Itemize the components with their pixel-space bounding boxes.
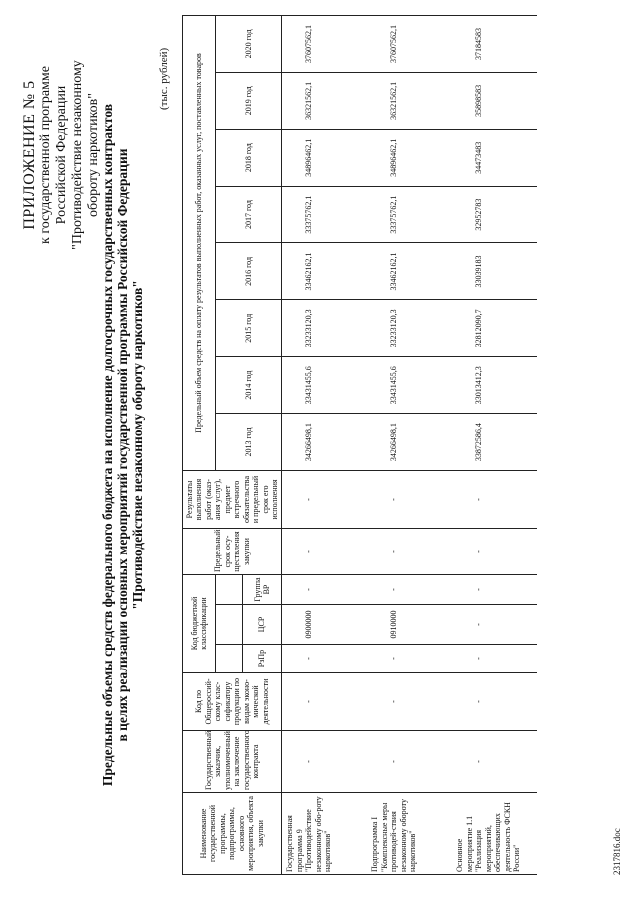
row-name: Основное мероприятие 1.1 "Реализация мероприятий, обеспечивающих деятельность ФСКН России" [452,793,537,875]
row-vr: - [282,575,368,605]
row-customer: - [452,731,537,793]
kbk-spacer [216,575,243,605]
row-vr: - [367,575,452,605]
col-limit-header: Предельный объем средств на оплату результатов выполненных работ, оказанных услуг, поставленных товаров [183,16,216,471]
row-value: 33872586,4 [452,414,537,471]
year-header: 2016 год [216,243,282,300]
row-rzpr: - [452,645,537,673]
appendix-line: "Противодействие незаконному [70,60,85,250]
row-rzpr: - [282,645,368,673]
row-name: Подпрограмма I "Комплексные меры противодей-ствия незаконному обороту наркотиков" [367,793,452,875]
row-okpd: - [452,673,537,731]
row-term: - [282,529,368,575]
row-value: 32812090,7 [452,300,537,357]
units-label: (тыс. рублей) [158,47,170,110]
row-value: 33233120,3 [367,300,452,357]
col-results-header: Результаты выполнения работ (оказ-ания услуг), предмет встречного обязательства и предельный срок его исполнения [183,471,282,529]
row-value: 34473483 [452,129,537,186]
appendix-line: Российской Федерации [54,85,69,225]
year-header: 2017 год [216,186,282,243]
year-header: 2018 год [216,129,282,186]
table-row [367,16,452,875]
heading-line: в целях реализации основных мероприятий государственной программы Российской Федерации [115,148,130,742]
row-value: 33462162,1 [367,243,452,300]
doc-filename: 2317816.doc [612,828,622,875]
row-value: 34266498,1 [282,414,368,471]
row-value: 36321562,1 [282,72,368,129]
heading-line: "Противодействие незаконному обороту наркотиков" [130,280,145,610]
row-value: 33431455,6 [282,357,368,414]
vr-header: Группа ВР [243,575,282,605]
heading-line: Предельные объемы средств федерального бюджета на исполнение долгосрочных государственных контрактов [100,103,115,787]
appendix-line: обороту наркотиков" [86,93,101,218]
col-name-header: Наименование государственной программы, подпрограммы, основного мероприятия, объекта закупки [183,793,282,875]
limits-table [182,15,537,875]
row-value: 35898583 [452,72,537,129]
row-okpd: - [282,673,368,731]
col-term-header: Предельный срок осу-ществления закупки [183,529,282,575]
year-header: 2019 год [216,72,282,129]
row-value: 34266498,1 [367,414,452,471]
row-value: 33039183 [452,243,537,300]
header-row [183,16,216,875]
appendix-block [22,45,102,265]
row-results: - [367,471,452,529]
row-customer: - [367,731,452,793]
row-term: - [452,529,537,575]
col-customer-header: Государственный заказчик, уполномоченный на заключение государственного контракта [183,731,282,793]
row-csr: 0910000 [367,605,452,645]
row-value: 33431455,6 [367,357,452,414]
kbk-spacer [216,605,243,645]
appendix-line: к государственной программе [38,66,53,244]
row-csr: 0900000 [282,605,368,645]
table-row [452,16,537,875]
year-header: 2015 год [216,300,282,357]
row-csr: - [452,605,537,645]
row-okpd: - [367,673,452,731]
row-value: 37607562,1 [282,16,368,73]
row-vr: - [452,575,537,605]
row-rzpr: - [367,645,452,673]
row-value: 33375762,1 [282,186,368,243]
row-value: 37184583 [452,16,537,73]
row-name: Государственная программа 9 "Противодействие незаконному обо-роту наркотиков" [282,793,368,875]
year-header: 2020 год [216,16,282,73]
row-value: 33013412,3 [452,357,537,414]
appendix-title: ПРИЛОЖЕНИЕ № 5 [21,80,38,230]
col-kbk-header: Код бюджетной классификации [183,575,216,673]
row-value: 32952783 [452,186,537,243]
row-customer: - [282,731,368,793]
row-value: 33462162,1 [282,243,368,300]
year-header: 2014 год [216,357,282,414]
row-value: 34896462,1 [367,129,452,186]
row-value: 37607562,1 [367,16,452,73]
csr-header: ЦСР [243,605,282,645]
row-results: - [452,471,537,529]
row-value: 34896462,1 [282,129,368,186]
rzpr-header: РзПр [243,645,282,673]
row-value: 36321562,1 [367,72,452,129]
col-okpd-header: Код по Общероссий-скому клас-сификатору продукции по видам эконо-мической деятельности [183,673,282,731]
row-value: 33233120,3 [282,300,368,357]
year-header: 2013 год [216,414,282,471]
row-results: - [282,471,368,529]
document-heading [100,55,145,835]
table-row [282,16,368,875]
row-term: - [367,529,452,575]
kbk-spacer [216,645,243,673]
row-value: 33375762,1 [367,186,452,243]
